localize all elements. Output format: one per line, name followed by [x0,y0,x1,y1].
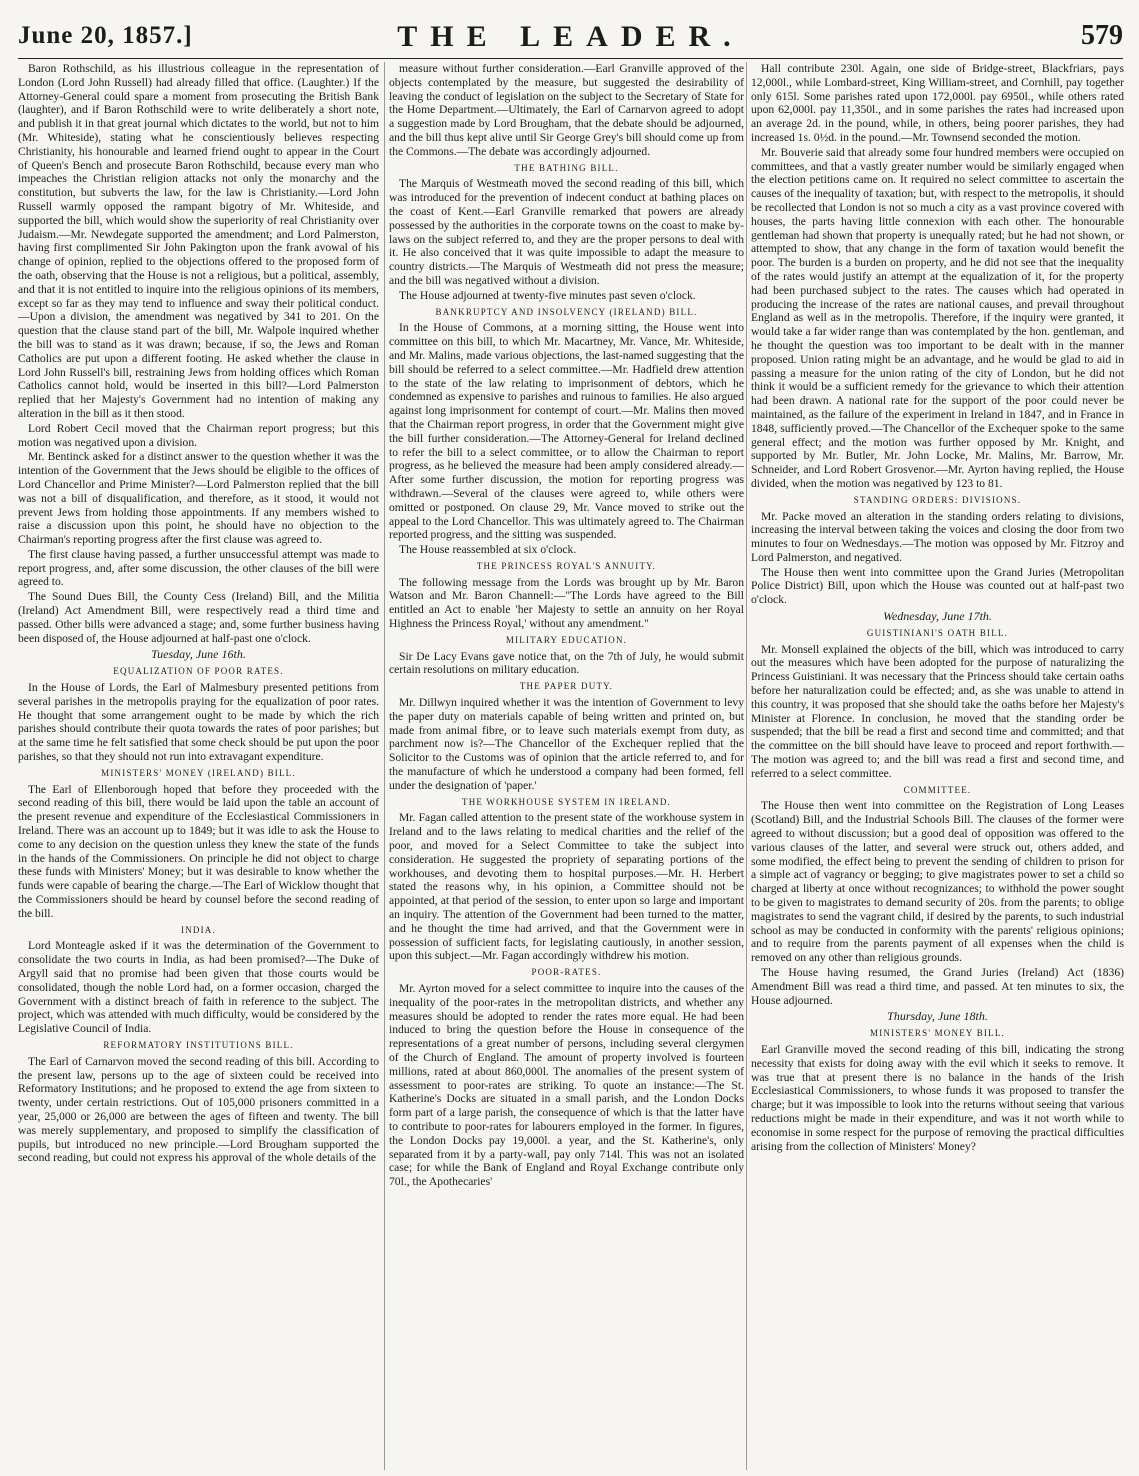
section-heading: THE BATHING BILL. [514,162,619,173]
section-heading: THE WORKHOUSE SYSTEM IN IRELAND. [462,796,671,807]
paragraph: The House then went into committee on the Registration of Long Leases (Scotland) Bill, and the Industrial Schools Bill. The clauses of the former were agreed to without discussion; but a good deal of opposition was offered to the various clauses of the latter, and several were struck out, others added, and some modified, the effect being to prevent the sending of children to prison for a simple act of vagrancy or begging; to give magistrates power to set a child so charged at liberty at once without recognizances; to withhold the power sought to be given to magistrates to demand security of 20s. from the parents; to oblige magistrates to send the vagrant child, if desired by the parents, to such industrial school as may be conducted in conformity with the parents' religious opinions; and to require from the parents payment of all expenses when the child is removed on any other than religious grounds. [751,799,1124,965]
paragraph: The House having resumed, the Grand Juries (Ireland) Act (1836) Amendment Bill was read a third time, and passed. At ten minutes to six, the House adjourned. [751,966,1124,1007]
paragraph: Mr. Dillwyn inquired whether it was the intention of Government to levy the paper duty on materials capable of being written and printed on, but made from animal fibre, or to leave such materials exempt from duty, as parchment now is?—The Chancellor of the Exchequer replied that the Solicitor to the Customs was of opinion that the article referred to, and for the manufacture of which he understood a company had been formed, fell under the designation of 'paper.' [389,696,744,792]
paragraph: Earl Granville moved the second reading of this bill, indicating the strong necessity that exists for doing away with the evil which it seeks to remove. It was true that at present there is no balance in the hands of the Irish Ecclesiastical Commissioners, to whose funds it was proposed to transfer the charge; but it was impossible to look into the returns without seeing that various reductions might be made in their expenditure, and was it not worth while to economise in some respect for the purpose of removing the practical difficulties arising from the collection of Ministers' Money? [751,1042,1124,1153]
section-heading: THE PRINCESS ROYAL'S ANNUITY. [476,560,657,571]
section-heading: EQUALIZATION OF POOR RATES. [113,666,284,677]
paragraph: measure without further consideration.—Earl Granville approved of the objects contemplated by the measure, but suggested the desirability of leaving the conduct of legislation on the subject to the Secretary of State for the Home Department.—Ultimately, the Earl of Carnarvon agreed to adopt a suggestion made by Lord Brougham, that the debate should be adjourned, and the bill thus kept alive until Sir George Grey's bill should come up from the Commons.—The debate was accordingly adjourned. [389,62,744,158]
paragraph: In the House of Commons, at a morning sitting, the House went into committee on this bill, to which Mr. Macartney, Mr. Vance, Mr. Whiteside, and Mr. Malins, made various objections, the last-named suggesting that the bill should be referred to a select committee.—Mr. Hadfield drew attention to the state of the law relating to imprisonment of debtors, which he condemned as expensive to parishes and ruinous to families. He also argued against long imprisonment for contempt of court.—Mr. Malins then moved that the Chairman report progress, in order that the Government might give the bill further consideration.—The Attorney-General for Ireland declined to refer the bill to a select committee, or to allow the Chairman to report progress, as he believed the measure had been amply considered already.—After some further discussion, the motion for reporting progress was withdrawn.—Several of the clauses were agreed to, while others were omitted or postponed. On clause 29, Mr. Vance moved to strike out the appeal to the Lord Chancellor. This was ultimately agreed to. The Chairman reported progress, and the sitting was suspended. [389,321,744,542]
column-3 [746,62,1124,1470]
section-heading: POOR-RATES. [531,967,602,978]
paragraph: The Earl of Ellenborough hoped that before they proceeded with the second reading of this bill, there would be laid upon the table an account of the present revenue and expenditure of the Ecclesiastical Commissioners in Ireland. There was an account up to 1849; but it was idle to ask the House to come to any decision on the question unless they knew the state of the funds in the hands of the Commissioners. On principle he did not object to charge these funds with Ministers' Money; but it was desirable to know whether the funds were capable of bearing the charge.—The Earl of Wicklow thought that the Commissioners should be heard by counsel before the second reading of the bill. [18,782,379,920]
section-heading: MINISTERS' MONEY (IRELAND) BILL. [101,767,296,778]
column-1 [18,62,379,1470]
paragraph: Mr. Bouverie said that already some four hundred members were occupied on committees, and that a vastly greater number would be similarly engaged when the election petitions came on. It required no select committee to ascertain the causes of the inequality of taxation; but, with respect to the metropolis, it should be recollected that London is not so much a city as a vast province covered with houses, the parts having little connexion with each other. The honourable gentleman had shown that property is unequally rated; but he had not shown, or attempted to show, that any change in the form of taxation would benefit the poor. The burden is a burden on property, and he did not see that the inequality of the rates would justify an attempt at the equalization of it, for the property had been purchased subject to the rates. The causes which had operated in producing the increase of the rates are national causes, and prevail throughout England as well as in the metropolis. Therefore, if the inquiry were granted, it would take a far wider range than was contemplated by the hon. gentleman, and he thought the question was too important to be dealt with in the manner proposed. Union rating might be an advantage, and he would be glad to aid in passing a measure for the union rating of the city of London, but he did not think it would be a sufficient remedy for the grievance to which their attention had been drawn. A national rate for the support of the poor could never be maintained, as the failure of the experiment in Ireland in 1847, and in France in 1848, sufficiently proved.—The Chancellor of the Exchequer spoke to the same general effect; and the motion was further opposed by Mr. Knight, and supported by Mr. Butler, Mr. John Locke, Mr. Malins, Mr. Barrow, Mr. Schneider, and Lord Robert Grosvenor.—Mr. Ayrton having replied, the House divided, when the motion was negatived by 123 to 81. [751,145,1124,490]
section-heading: MILITARY EDUCATION. [505,634,628,645]
sitting-date: Thursday, June 18th. [887,1009,988,1024]
paragraph: Mr. Monsell explained the objects of the bill, which was introduced to carry out the measures which have been adopted for the purpose of naturalizing the Princess Guistiniani. It was necessary that the Princess should take certain oaths before her naturalization could be effected; and, as she was unable to attend in this country, it was proposed that she should take the oaths before her Majesty's Minister at Florence. In conclusion, he moved that the standing order be suspended; that the bill be read a first and second time and committed; and that the committee on the bill should have leave to proceed and report forthwith.—The motion was agreed to; and the bill was read a first and second time, and referred to a select committee. [751,642,1124,780]
paragraph: In the House of Lords, the Earl of Malmesbury presented petitions from several parishes in the metropolis praying for the equalization of poor rates. He thought that some arrangement ought to be made by which the rich parishes should contribute their quota towards the rates of poor parishes; but at the same time he felt satisfied that some check should be put upon the poor parishes, so that they should not run into extravagant expenditure. [18,681,379,764]
paragraph: Baron Rothschild, as his illustrious colleague in the representation of London (Lord John Russell) had already filled that office. (Laughter.) If the Attorney-General could spare a moment from prosecuting the British Bank (laughter), and if Baron Rothschild were to write deliberately a short note, and publish it in that great journal which dictates to the world, but not to him (Mr. Whiteside), stating what he conscientiously believes respecting Christianity, his honourable and learned friend ought to appear in the Court of Queen's Bench and prosecute Baron Rothschild, because every man who impeaches the Christian religion attacks not only the monarchy and the constitution, but subverts the law, for the law is Christianity.—Lord John Russell warmly opposed the rampant bigotry of Mr. Whiteside, and supported the bill, which would show the superiority of real Christianity over Judaism.—Mr. Newdegate supported the amendment; and Lord Palmerston, having first complimented Sir John Pakington upon the frank avowal of his change of opinion, replied to the objections offered to the proposed form of the oath, observing that the House is not a religious, but a political, assembly, and that it is not entitled to inquire into the religious opinions of its members, except so far as they may tend to influence and sway their political conduct.—Upon a division, the amendment was negatived by 341 to 201. On the question that the clause stand part of the bill, Mr. Walpole inquired whether the bill was to stand as it was drawn; because, if so, the Jews and Roman Catholics are put upon a different footing. He asked whether the clause in Lord John Russell's bill, restraining Jews from holding offices which Roman Catholics cannot hold, would be inserted in this bill?—Lord Palmerston replied that her Majesty's Government had no intention of making any alteration in the bill as it then stood. [18,62,379,420]
paragraph: Lord Robert Cecil moved that the Chairman report progress; but this motion was negatived upon a division. [18,421,379,449]
sitting-date: Tuesday, June 16th. [151,647,246,662]
section-heading: STANDING ORDERS: DIVISIONS. [853,494,1022,505]
paragraph: The Sound Dues Bill, the County Cess (Ireland) Bill, and the Militia (Ireland) Act Amendment Bill, were respectively read a third time and passed. Other bills were advanced a stage; and, some further business having been disposed of, the House adjourned at half-past one o'clock. [18,590,379,645]
section-heading: MINISTERS' MONEY BILL. [870,1028,1005,1039]
paragraph: Mr. Packe moved an alteration in the standing orders relating to divisions, increasing the interval between taking the voices and closing the door from two minutes to four on Wednesdays.—The motion was opposed by Mr. Fitzroy and Lord Palmerston, and negatived. [751,509,1124,564]
column-2 [384,62,744,1470]
issue-date: June 20, 1857.] [18,22,193,49]
section-heading: BANKRUPTCY AND INSOLVENCY (IRELAND) BILL. [435,306,698,317]
paragraph: The Earl of Carnarvon moved the second reading of this bill. According to the present law, persons up to the age of sixteen could be received into Reformatory Institutions; and he proposed to extend the age from sixteen to twenty, under certain restrictions. Out of 105,000 prisoners committed in a year, 25,000 or 26,000 are between the ages of fifteen and twenty. The bill was merely supplementary, and proposed to simplify the classification of pupils, but introduced no new principle.—Lord Brougham supported the second reading, but could not express his approval of the whole details of the [18,1054,379,1165]
section-heading: INDIA. [181,924,216,935]
page-number: 579 [1081,20,1123,51]
paragraph: Hall contribute 230l. Again, one side of Bridge-street, Blackfriars, pays 12,000l., while Lombard-street, King William-street, and Cornhill, pay together only 615l. Some parishes rated upon 172,000l. pay 6950l., while others rated upon 62,000l. pay 11,350l., and in some parishes the rates had increased upon an average 2d. in the pound, while, in others, being poorer parishes, they had increased 1s. 0½d. in the pound.—Mr. Townsend seconded the motion. [751,62,1124,144]
section-heading: COMMITTEE. [903,784,972,795]
masthead [18,6,1123,59]
paragraph: The House adjourned at twenty-five minutes past seven o'clock. [399,288,696,302]
section-heading: THE PAPER DUTY. [519,681,614,692]
paragraph: Lord Monteagle asked if it was the determination of the Government to consolidate the two courts in India, as had been promised?—The Duke of Argyll said that no promise had been given that those courts would be consolidated, though the noble Lord had, on a former occasion, charged the Government with a distinct breach of faith in reference to the subject. The project, which was attended with much difficulty, would be considered by the Legislative Council of India. [18,939,379,1036]
paragraph: The House then went into committee upon the Grand Juries (Metropolitan Police District) Bill, upon which the House was counted out at half-past two o'clock. [751,565,1124,607]
sitting-date: Wednesday, June 17th. [883,609,992,624]
paragraph: The Marquis of Westmeath moved the second reading of this bill, which was introduced for the prevention of indecent conduct at bathing places on the coast of Kent.—Earl Granville remarked that powers are already possessed by the authorities in the corporate towns on the coast to make by-laws on the subject referred to, and they are the proper persons to deal with it. He also conceived that it was quite impossible to adapt the measure to country districts.—The Marquis of Westmeath did not press the measure; and the bill was negatived without a division. [389,177,744,287]
paragraph: The first clause having passed, a further unsuccessful attempt was made to report progress, and, after some discussion, the other clauses of the bill were agreed to. [18,547,379,589]
section-heading: GUISTINIANI'S OATH BILL. [866,627,1009,638]
section-heading: REFORMATORY INSTITUTIONS BILL. [103,1039,294,1050]
paragraph: Sir De Lacy Evans gave notice that, on the 7th of July, he would submit certain resolutions on military education. [389,649,744,677]
paragraph: Mr. Bentinck asked for a distinct answer to the question whether it was the intention of the Government that the Jews should be eligible to the offices of Lord Chancellor and Prime Minister?—Lord Palmerston replied that the bill was not a bill of disqualification, and therefore, as it stood, it would not prevent Jews from holding those appointments. If any members wished to raise a discussion upon this point, he should have no objection to the Chairman's reporting progress after the first clause was agreed to. [18,450,379,547]
paragraph: The House reassembled at six o'clock. [399,543,577,557]
paragraph: Mr. Ayrton moved for a select committee to inquire into the causes of the inequality of the poor-rates in the metropolitan districts, and whether any measures should be adopted to render the rates more equal. He had been induced to bring the question before the House in consequence of the representations of a great number of persons, including several clergymen of the Church of England. The amount of property involved is fourteen millions, rated at about 860,000l. The anomalies of the present system of assessment to poor-rates are striking. To quote an instance:—The St. Katherine's Docks are situated in a small parish, and the London Docks form part of a large parish, the consequence of which is that the latter have to contribute to poor-rates for labourers employed in the former. In figures, the London Docks pay 19,000l. a year, and the St. Katherine's, only separated from it by a party-wall, pay only 714l. This was not an isolated case; for while the Bank of England and Royal Exchange contribute only 70l., the Apothecaries' [389,982,744,1189]
newspaper-title: THE LEADER. [397,20,744,53]
paragraph: The following message from the Lords was brought up by Mr. Baron Watson and Mr. Baron Channell:—"The Lords have agreed to the Bill entitled an Act to enable 'her Majesty to settle an annuity on her Royal Highness the Princess Royal,' without any amendment." [389,575,744,631]
paragraph: Mr. Fagan called attention to the present state of the workhouse system in Ireland and to the laws relating to medical charities and the relief of the poor, and moved for a Select Committee to take the subject into consideration. He suggested the propriety of separating portions of the workhouses, and devoting them to hospital purposes.—Mr. H. Herbert stated the reasons why, in his opinion, a Committee should not be appointed, at that period of the session, to enter upon so large and important an inquiry. The attention of the Government had been turned to the matter, and he thought the time had arrived, and that the Government were in possession of sufficient facts, for legislating cautiously, in another session, upon this subject.—Mr. Fagan accordingly withdrew his motion. [389,811,744,963]
